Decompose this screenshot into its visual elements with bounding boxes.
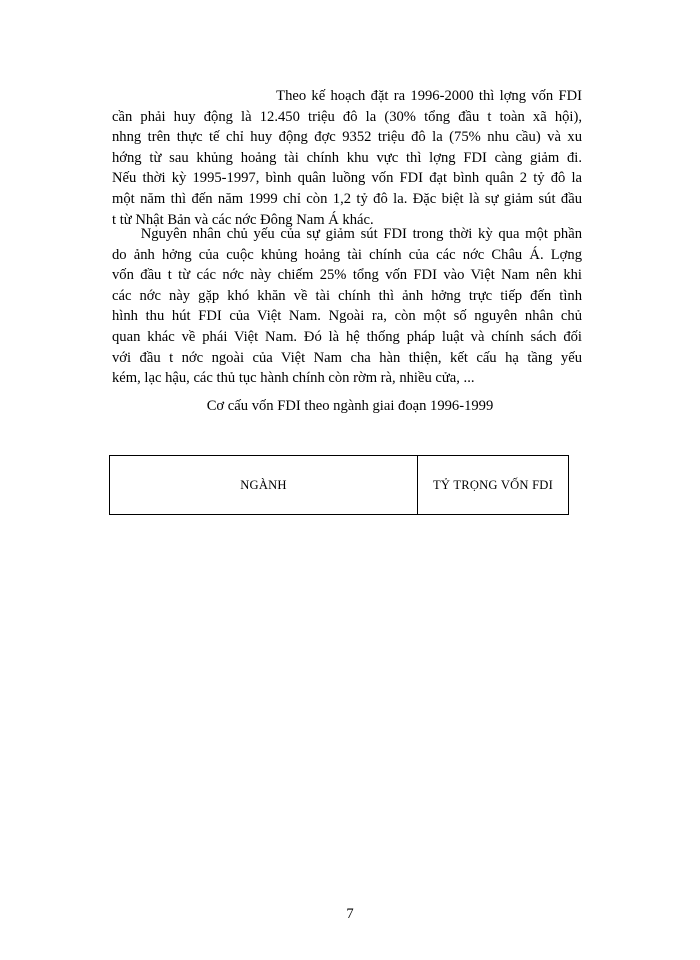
- text-line: hình thu hút FDI của Việt Nam. Ngoài ra, còn một số nguyên nhân chủ: [112, 308, 582, 325]
- text-line: quan khác về phái Việt Nam. Đó là hệ thống pháp luật và chính sách đối: [112, 328, 582, 345]
- paragraph-fdi-plan: [112, 86, 582, 230]
- fdi-sector-table: [109, 455, 569, 515]
- text-line: vốn đầu t từ các nớc này chiếm 25% tổng vốn FDI vào Việt Nam nên khi: [112, 267, 582, 284]
- text-line: hớng từ sau khủng hoảng tài chính khu vực thì lợng FDI càng giảm đi.: [112, 149, 582, 166]
- text-line: Theo kế hoạch đặt ra 1996-2000 thì lợng vốn FDI: [112, 88, 582, 104]
- text-line: t từ Nhật Bản và các nớc Đông Nam Á khác.: [112, 211, 374, 228]
- text-line: do ảnh hởng của cuộc khủng hoảng tài chính của các nớc Châu Á. Lợng: [112, 246, 582, 263]
- text-line: các nớc này gặp khó khăn về tài chính thì ảnh hởng trực tiếp đến tình: [112, 287, 582, 304]
- text-line: với đầu t nớc ngoài của Việt Nam cha hàn thiện, kết cấu hạ tầng yếu: [112, 349, 582, 366]
- text-line: kém, lạc hậu, các thủ tục hành chính còn rờm rà, nhiều cửa, ...: [112, 370, 475, 387]
- table-caption: Cơ cấu vốn FDI theo ngành giai đoạn 1996-1999: [206, 398, 494, 414]
- paragraph-decline-causes: [112, 224, 582, 389]
- text-line: nhng trên thực tế chỉ huy động đợc 9352 triệu đô la (75% nhu cầu) và xu: [112, 129, 582, 146]
- header-fdi-share: TỶ TRỌNG VỐN FDI: [418, 456, 569, 515]
- text-line: một năm thì đến năm 1999 chỉ còn 1,2 tỷ đô la. Đặc biệt là sự giảm sút đầu: [112, 190, 582, 207]
- table-header-row: [110, 456, 569, 515]
- text-line: cần phải huy động là 12.450 triệu đô la (30% tổng đầu t toàn xã hội),: [112, 108, 582, 125]
- text-line: Nếu thời kỳ 1995-1997, bình quân luồng vốn FDI đạt bình quân 2 tỷ đô la: [112, 170, 582, 187]
- text-line: Nguyên nhân chủ yếu của sự giảm sút FDI trong thời kỳ qua một phần: [112, 226, 582, 242]
- page-number: 7: [346, 906, 354, 922]
- header-sector: NGÀNH: [110, 456, 418, 515]
